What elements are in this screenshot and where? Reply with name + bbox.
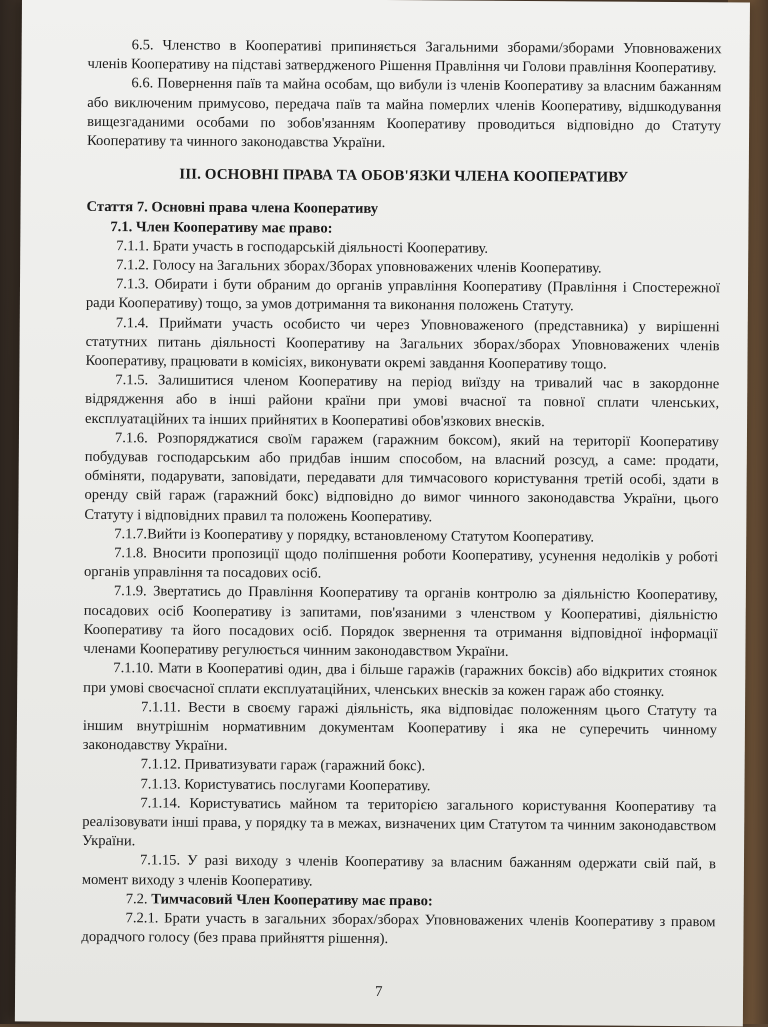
paragraph-7-1-7: 7.1.7.Вийти із Кооперативу у порядку, встановленому Статутом Кооперативу. — [114, 525, 595, 546]
page-content — [81, 36, 721, 952]
paragraph-7-1-12: 7.1.12. Приватизувати гараж (гаражний бокс). — [140, 756, 426, 775]
paragraph-7-1-15: 7.1.15. У разі виходу з членів Кооперативу за власним бажанням одержати свій пай, в момент виходу з членів Кооперативу. — [81, 852, 717, 890]
paragraph-7-1-10: 7.1.10. Мати в Кооперативі один, два і більше гаражів (гаражних боксів) або відкритих стоянок при умові своєчасної сплати експлуатаційних, членських внесків за кожен гараж або стоянку. — [83, 660, 718, 700]
paragraph-6-6: 6.6. Повернення паїв та майна особам, що вибули із членів Кооперативу за власним бажанням або виключеним примусово, передача паїв та майна померлих членів Кооперативу, відшкодування вищезгаданими особами по зобов'язанням Кооперативу проводиться відповідно до Статуту Кооперативу та чинного законодавства України. — [86, 75, 722, 152]
paragraph-7-1-5: 7.1.5. Залишитися членом Кооперативу на період виїзду на тривалий час в закордонне відрядження або в інші райони країни при умові вчасної та повної сплати членських, експлуатаційних та інших прийнятих в Кооперативі обов'язкових внесків. — [85, 372, 720, 430]
paragraph-7-1-14: 7.1.14. Користуватись майном та територією загального користування Кооперативу та реалізовувати інші права, у порядку та в межах, визначених цим Статутом та чинним законодавством України. — [82, 795, 717, 850]
subsection-7-2-label: Тимчасовий Член Кооперативу має право: — [151, 891, 433, 910]
document-page — [15, 0, 750, 1027]
paragraph-7-1-2: 7.1.2. Голосу на Загальних зборах/Зборах уповноважених членів Кооперативу. — [116, 257, 602, 277]
page-number: 7 — [375, 983, 383, 1001]
paragraph-7-1-4: 7.1.4. Приймати участь особисто чи через Уповноваженого (представника) у вирішенні статутних питань діяльності Кооперативу на Загальних зборах/зборах Уповноважених членів Кооперативу, працювати в комісіях, виконувати окремі завдання Кооперативу тощо. — [85, 314, 720, 373]
paragraph-7-1-11: 7.1.11. Вести в своєму гаражі діяльність, яка відповідає положенням цього Статуту та іншим внутрішнім нормативним документам Кооперативу і яка не суперечить чинному законодавству України. — [82, 699, 718, 755]
section-title: ІІІ. ОСНОВНІ ПРАВА ТА ОБОВ'ЯЗКИ ЧЛЕНА КООПЕРАТИВУ — [179, 166, 629, 186]
subsection-7-2-number: 7.2. — [125, 890, 148, 908]
paragraph-7-1-6: 7.1.6. Розпоряджатися своїм гаражем (гаражним боксом), який на території Кооперативу побудував господарським або придбав іншим способом, на власний розсуд, а саме: продати, обміняти, подарувати, заповідати, передавати для тимчасового користування третій особі, здати в оренду свій гараж (гаражний бокс) відповідно до вимог чинного законодавства України, цього Статуту і відповідних правил та положень Кооперативу. — [84, 429, 719, 526]
subsection-7-1-title: 7.1. Член Кооперативу має право: — [110, 218, 333, 237]
paragraph-7-1-1: 7.1.1. Брати участь в господарській діяльності Кооперативу. — [116, 237, 489, 257]
paragraph-7-1-13: 7.1.13. Користуватись послугами Кооперативу. — [140, 775, 431, 794]
paragraph-7-1-9: 7.1.9. Звертатись до Правління Кооперативу та органів контролю за діяльністю Кооперативу, посадових осіб Кооперативу із запитами, пов'язаними з членством у Кооперативі, діяльністю Кооперативу та його посадових осіб. Порядок звернення та отримання відповідної інформації членами Кооперативу регулюється чинним законодавством України. — [83, 583, 718, 660]
paragraph-6-5: 6.5. Членство в Кооперативі припиняється Загальними зборами/зборами Уповноважених членів Кооперативу на підставі затвердженого Рішення Правління чи Голови правління Кооперативу. — [87, 37, 722, 77]
paragraph-7-1-8: 7.1.8. Вносити пропозиції щодо поліпшення роботи Кооперативу, усунення недоліків у роботі органів управління та посадових осіб. — [83, 545, 719, 582]
paragraph-7-1-3: 7.1.3. Обирати і бути обраним до органів управління Кооперативу (Правління і Спостережної ради Кооперативу) тощо, за умов дотримання та виконання положень Статуту. — [85, 276, 721, 315]
paragraph-7-2-1: 7.2.1. Брати участь в загальних зборах/зборах Уповноважених членів Кооперативу з правом дорадчого голосу (без права прийняття рішення). — [81, 910, 716, 948]
article-7-title: Стаття 7. Основні права члена Кооперативу — [86, 199, 379, 218]
